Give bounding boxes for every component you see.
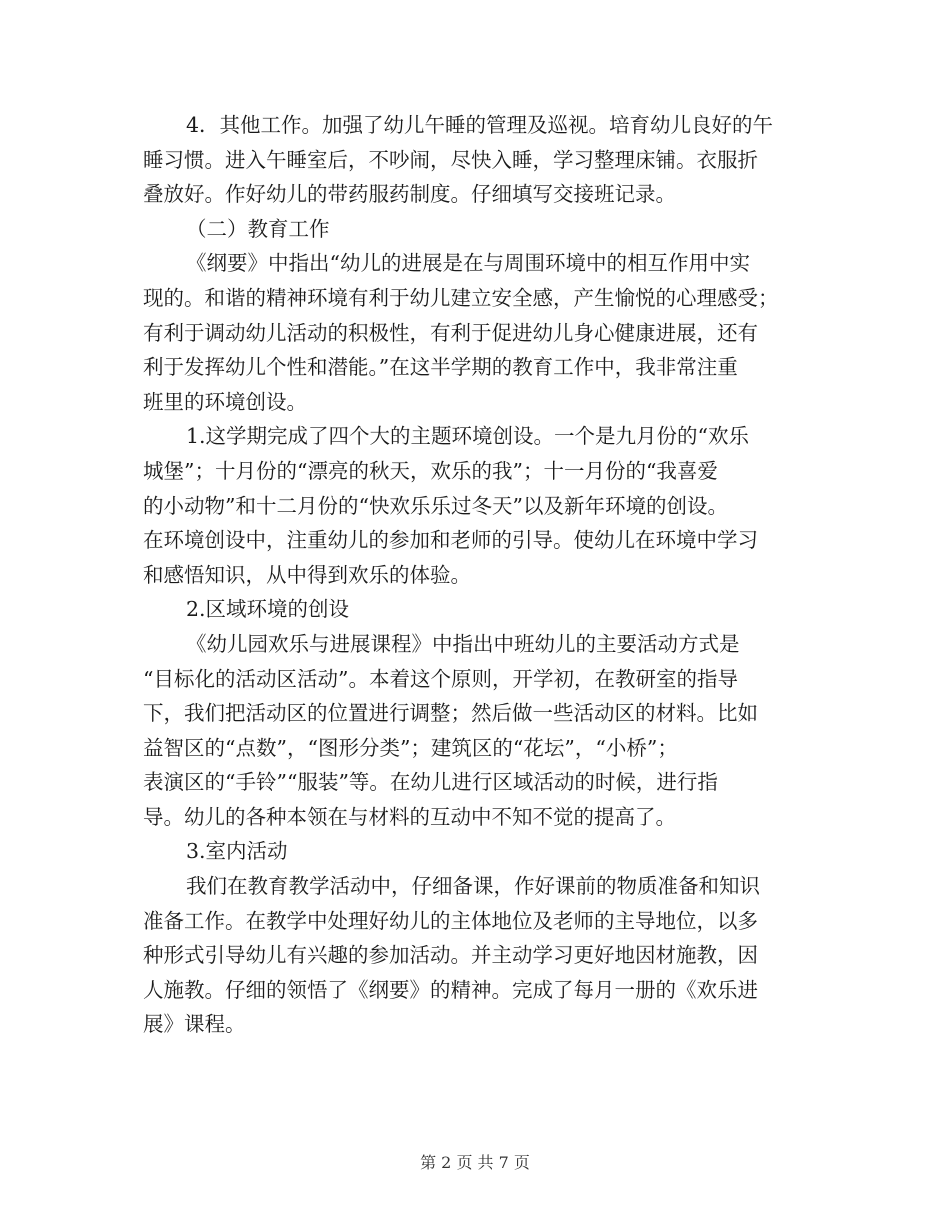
text-line: 种形式引导幼儿有兴趣的参加活动。并主动学习更好地因材施教，因 <box>143 943 758 968</box>
text-line: 2.区域环境的创设 <box>186 597 350 622</box>
text-line: 有利于调动幼儿活动的积极性，有利于促进幼儿身心健康进展，还有 <box>143 320 758 345</box>
text-line: 下，我们把活动区的位置进行调整；然后做一些活动区的材料。比如 <box>143 701 758 726</box>
text-line: 准备工作。在教学中处理好幼儿的主体地位及老师的主导地位，以多 <box>143 908 758 933</box>
text-line: 1.这学期完成了四个大的主题环境创设。一个是九月份的“欢乐 <box>186 424 750 449</box>
text-line: 的小动物”和十二月份的“快欢乐乐过冬天”以及新年环境的创设。 <box>143 493 728 518</box>
text-line: 4．其他工作。加强了幼儿午睡的管理及巡视。培育幼儿良好的午 <box>186 113 774 137</box>
text-line: 利于发挥幼儿个性和潜能。”在这半学期的教育工作中，我非常注重 <box>143 355 738 380</box>
text-line: 班里的环境创设。 <box>143 389 307 414</box>
text-line: 展》课程。 <box>143 1012 246 1037</box>
text-line: 我们在教育教学活动中，仔细备课，作好课前的物质准备和知识 <box>186 874 760 899</box>
text-line: （二）教育工作 <box>186 216 330 241</box>
page-footer: 第 2 页 共 7 页 <box>420 1153 530 1172</box>
text-line: 导。幼儿的各种本领在与材料的互动中不知不觉的提高了。 <box>143 804 676 829</box>
text-line: 叠放好。作好幼儿的带药服药制度。仔细填写交接班记录。 <box>143 182 676 207</box>
text-line: 表演区的“手铃”“服装”等。在幼儿进行区域活动的时候，进行指 <box>143 770 718 795</box>
text-line: 益智区的“点数”，“图形分类”；建筑区的“花坛”，“小桥”； <box>143 735 678 760</box>
text-line: 《幼儿园欢乐与进展课程》中指出中班幼儿的主要活动方式是 <box>186 631 740 656</box>
text-line: 和感悟知识，从中得到欢乐的体验。 <box>143 562 471 587</box>
text-line: 《纲要》中指出“幼儿的进展是在与周围环境中的相互作用中实 <box>186 251 750 276</box>
document-body <box>143 108 808 1042</box>
text-line: 睡习惯。进入午睡室后，不吵闹，尽快入睡，学习整理床铺。衣服折 <box>143 147 758 172</box>
text-line: 3.室内活动 <box>186 839 288 864</box>
text-line: 在环境创设中，注重幼儿的参加和老师的引导。使幼儿在环境中学习 <box>143 528 758 553</box>
text-line: 城堡”；十月份的“漂亮的秋天，欢乐的我”；十一月份的“我喜爱 <box>143 458 718 483</box>
text-line: 人施教。仔细的领悟了《纲要》的精神。完成了每月一册的《欢乐进 <box>143 977 758 1002</box>
text-line: “目标化的活动区活动”。本着这个原则，开学初，在教研室的指导 <box>143 666 738 691</box>
text-line: 现的。和谐的精神环境有利于幼儿建立安全感，产生愉悦的心理感受； <box>143 285 779 310</box>
